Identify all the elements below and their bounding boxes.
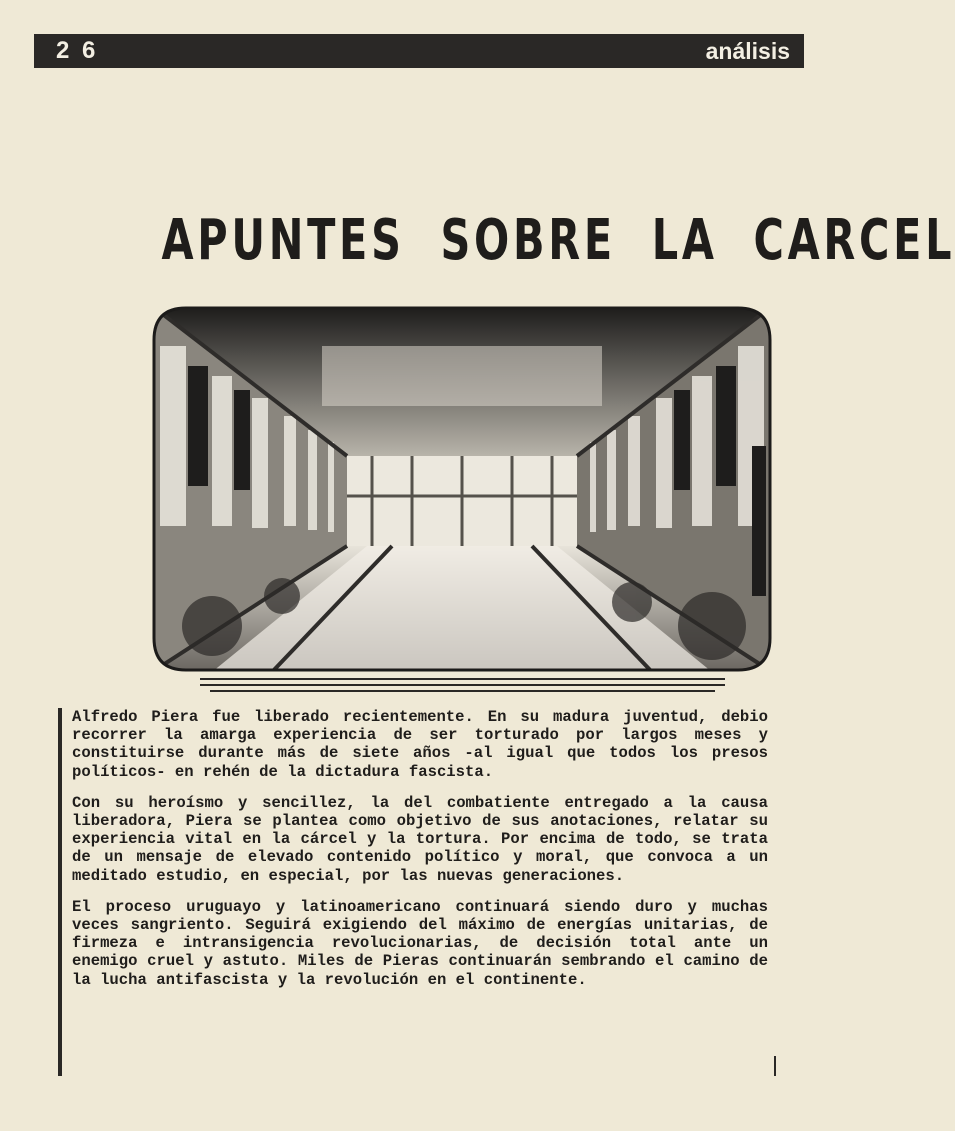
prison-corridor-photo bbox=[152, 306, 772, 672]
page-number: 2 6 bbox=[56, 37, 99, 64]
article-body bbox=[58, 708, 772, 1076]
divider-rule-1 bbox=[200, 678, 725, 680]
section-name: análisis bbox=[705, 38, 790, 64]
paragraph-heroism: Con su heroísmo y sencillez, la del combatiente entregado a la causa liberadora, Piera se plantea como objetivo de sus anotaciones, relatar su experiencia vital en la cárcel y la tortura. Por encima de todo, se trata de un mensaje de elevado contenido político y moral, que convoca a un meditado estudio, en especial, por las nuevas generaciones. bbox=[72, 793, 768, 885]
divider-rule-3 bbox=[210, 690, 715, 692]
article-title: APUNTES SOBRE LA CARCEL bbox=[161, 208, 955, 273]
page-header-bar bbox=[34, 34, 804, 68]
paragraph-process: El proceso uruguayo y latinoamericano continuará siendo duro y muchas veces sangriento. Seguirá exigiendo del máximo de energías unitarias, de firmeza e intransigencia revolucionarias, de decisión total ante un enemigo cruel y astuto. Miles de Pieras continuarán sembrando el camino de la lucha antifascista y la revolución en el continente. bbox=[72, 897, 768, 989]
divider-rule-2 bbox=[200, 684, 725, 686]
paragraph-intro: Alfredo Piera fue liberado recientemente. En su madura juventud, debio recorrer la amarga experiencia de ser torturado por largos meses y constituirse durante más de siete años -al igual que todos los presos políticos- en rehén de la dictadura fascista. bbox=[72, 708, 768, 781]
